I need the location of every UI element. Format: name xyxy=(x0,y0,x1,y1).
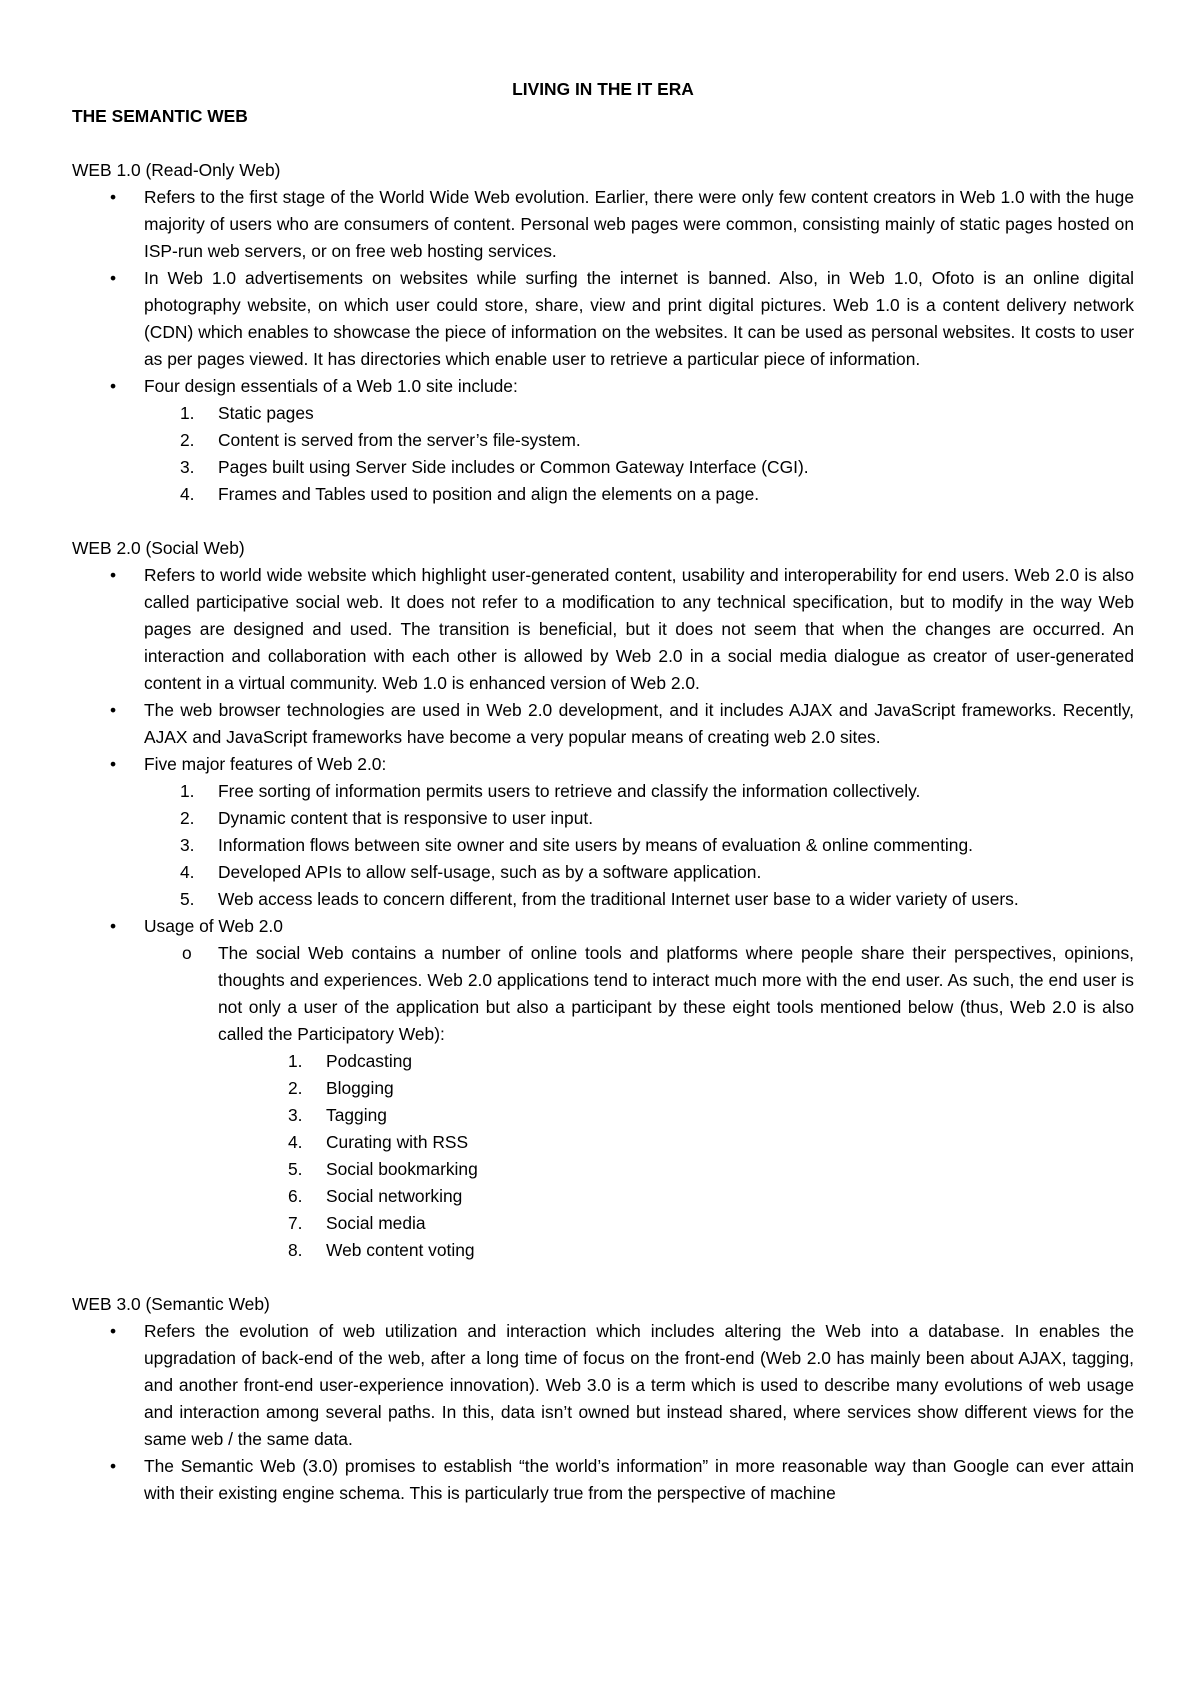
web2-bullet-text: Usage of Web 2.0 xyxy=(144,916,283,936)
list-number: 6. xyxy=(288,1186,303,1206)
web2-heading: WEB 2.0 (Social Web) xyxy=(72,538,245,558)
list-item-text: Developed APIs to allow self-usage, such as by a software application. xyxy=(218,862,762,882)
list-item-text: Curating with RSS xyxy=(326,1132,469,1152)
list-item-text: Static pages xyxy=(218,403,314,423)
web2-bullet-features xyxy=(144,751,1134,913)
list-number: 3. xyxy=(180,457,195,477)
web2-usage-list xyxy=(144,940,1134,1264)
list-item xyxy=(288,1210,1134,1237)
web2-bullet-text: Five major features of Web 2.0: xyxy=(144,754,387,774)
web3-heading: WEB 3.0 (Semantic Web) xyxy=(72,1294,270,1314)
usage-text: The social Web contains a number of online tools and platforms where people share their perspectives, opinions, thoughts and experiences. Web 2.0 applications tend to interact much more with the end user. As such, the end user is not only a user of the application but also a participant by these eight tools mentioned below (thus, Web 2.0 is also called the Participatory Web): xyxy=(218,943,1134,1044)
list-item-text: Blogging xyxy=(326,1078,394,1098)
list-item xyxy=(288,1183,1134,1210)
document-title: LIVING IN THE IT ERA xyxy=(512,79,694,99)
document-subtitle: THE SEMANTIC WEB xyxy=(72,106,248,126)
list-number: 4. xyxy=(180,484,195,504)
list-item-text: Social media xyxy=(326,1213,426,1233)
list-item-text: Social bookmarking xyxy=(326,1159,478,1179)
list-number: 3. xyxy=(288,1105,303,1125)
list-item xyxy=(180,481,1134,508)
list-item-text: Tagging xyxy=(326,1105,387,1125)
list-item-text: Free sorting of information permits users to retrieve and classify the information collectively. xyxy=(218,781,921,801)
list-item-text: Frames and Tables used to position and align the elements on a page. xyxy=(218,484,760,504)
web1-essentials-list xyxy=(144,400,1134,508)
web1-bullet: • Refers to the first stage of the World Wide Web evolution. Earlier, there were only few content creators in Web 1.0 with the huge majority of users who are consumers of content. Personal web pages were common, consisting mainly of static pages hosted on ISP-run web servers, or on free web hosting services. xyxy=(144,184,1134,265)
list-item-text: Pages built using Server Side includes or Common Gateway Interface (CGI). xyxy=(218,457,809,477)
list-number: 2. xyxy=(288,1078,303,1098)
web1-bullet-list xyxy=(72,184,1134,508)
web3-bullet: • The Semantic Web (3.0) promises to establish “the world’s information” in more reasonable way than Google can ever attain with their existing engine schema. This is particularly true from the perspective of machine xyxy=(144,1453,1134,1507)
web2-features-list xyxy=(144,778,1134,913)
list-item-text: Podcasting xyxy=(326,1051,413,1071)
list-item xyxy=(180,859,1134,886)
web2-bullet: • Refers to world wide website which highlight user-generated content, usability and interoperability for end users. Web 2.0 is also called participative social web. It does not refer to a modification to any technical specification, but to modify in the way Web pages are designed and used. The transition is beneficial, but it does not seem that when the changes are occurred. An interaction and collaboration with each other is allowed by Web 2.0 in a social media dialogue as creator of user-generated content in a virtual community. Web 1.0 is enhanced version of Web 2.0. xyxy=(144,562,1134,697)
web2-bullet-list xyxy=(72,562,1134,1264)
list-item xyxy=(180,427,1134,454)
list-number: 1. xyxy=(180,781,195,801)
list-item-text: Web content voting xyxy=(326,1240,475,1260)
list-item-text: Dynamic content that is responsive to user input. xyxy=(218,808,594,828)
list-item-text: Information flows between site owner and site users by means of evaluation & online commenting. xyxy=(218,835,973,855)
list-item xyxy=(180,778,1134,805)
list-number: 1. xyxy=(288,1051,303,1071)
web1-bullet: • In Web 1.0 advertisements on websites while surfing the internet is banned. Also, in Web 1.0, Ofoto is an online digital photography website, on which user could store, share, view and print digital pictures. Web 1.0 is a content delivery network (CDN) which enables to showcase the piece of information on the websites. It can be used as personal websites. It costs to user as per pages viewed. It has directories which enable user to retrieve a particular piece of information. xyxy=(144,265,1134,373)
list-number: 2. xyxy=(180,430,195,450)
web2-bullet-usage xyxy=(144,913,1134,1264)
web2-bullet: • The web browser technologies are used in Web 2.0 development, and it includes AJAX and JavaScript frameworks. Recently, AJAX and JavaScript frameworks have become a very popular means of creating web 2.0 sites. xyxy=(144,697,1134,751)
list-item-text: Social networking xyxy=(326,1186,463,1206)
list-item-text: Web access leads to concern different, from the traditional Internet user base to a wider variety of users. xyxy=(218,889,1019,909)
web2-tools-list xyxy=(218,1048,1134,1264)
web1-bullet-essentials xyxy=(144,373,1134,508)
list-number: 5. xyxy=(288,1159,303,1179)
list-item xyxy=(180,400,1134,427)
list-number: 4. xyxy=(288,1132,303,1152)
section-spacer xyxy=(72,508,1134,535)
list-number: 7. xyxy=(288,1213,303,1233)
section-spacer xyxy=(72,1264,1134,1291)
list-item xyxy=(288,1237,1134,1264)
web1-heading: WEB 1.0 (Read-Only Web) xyxy=(72,160,281,180)
web3-bullet: • Refers the evolution of web utilization and interaction which includes altering the Web into a database. In enables the upgradation of back-end of the web, after a long time of focus on the front-end (Web 2.0 has mainly been about AJAX, tagging, and another front-end user-experience innovation). Web 3.0 is a term which is used to describe many evolutions of web usage and interaction among several paths. In this, data isn’t owned but instead shared, where services show different views for the same web / the same data. xyxy=(144,1318,1134,1453)
list-item xyxy=(180,832,1134,859)
web3-bullet-list xyxy=(72,1318,1134,1507)
list-number: 3. xyxy=(180,835,195,855)
list-item xyxy=(288,1102,1134,1129)
list-item xyxy=(180,886,1134,913)
web1-bullet-text: Four design essentials of a Web 1.0 site include: xyxy=(144,376,518,396)
list-number: 5. xyxy=(180,889,195,909)
list-number: 1. xyxy=(180,403,195,423)
list-number: 4. xyxy=(180,862,195,882)
list-item xyxy=(180,805,1134,832)
list-item xyxy=(288,1048,1134,1075)
sub-list-item xyxy=(218,940,1134,1264)
list-number: 2. xyxy=(180,808,195,828)
list-item xyxy=(180,454,1134,481)
list-item xyxy=(288,1075,1134,1102)
list-number: 8. xyxy=(288,1240,303,1260)
list-item-text: Content is served from the server’s file-system. xyxy=(218,430,581,450)
list-item xyxy=(288,1156,1134,1183)
list-item xyxy=(288,1129,1134,1156)
